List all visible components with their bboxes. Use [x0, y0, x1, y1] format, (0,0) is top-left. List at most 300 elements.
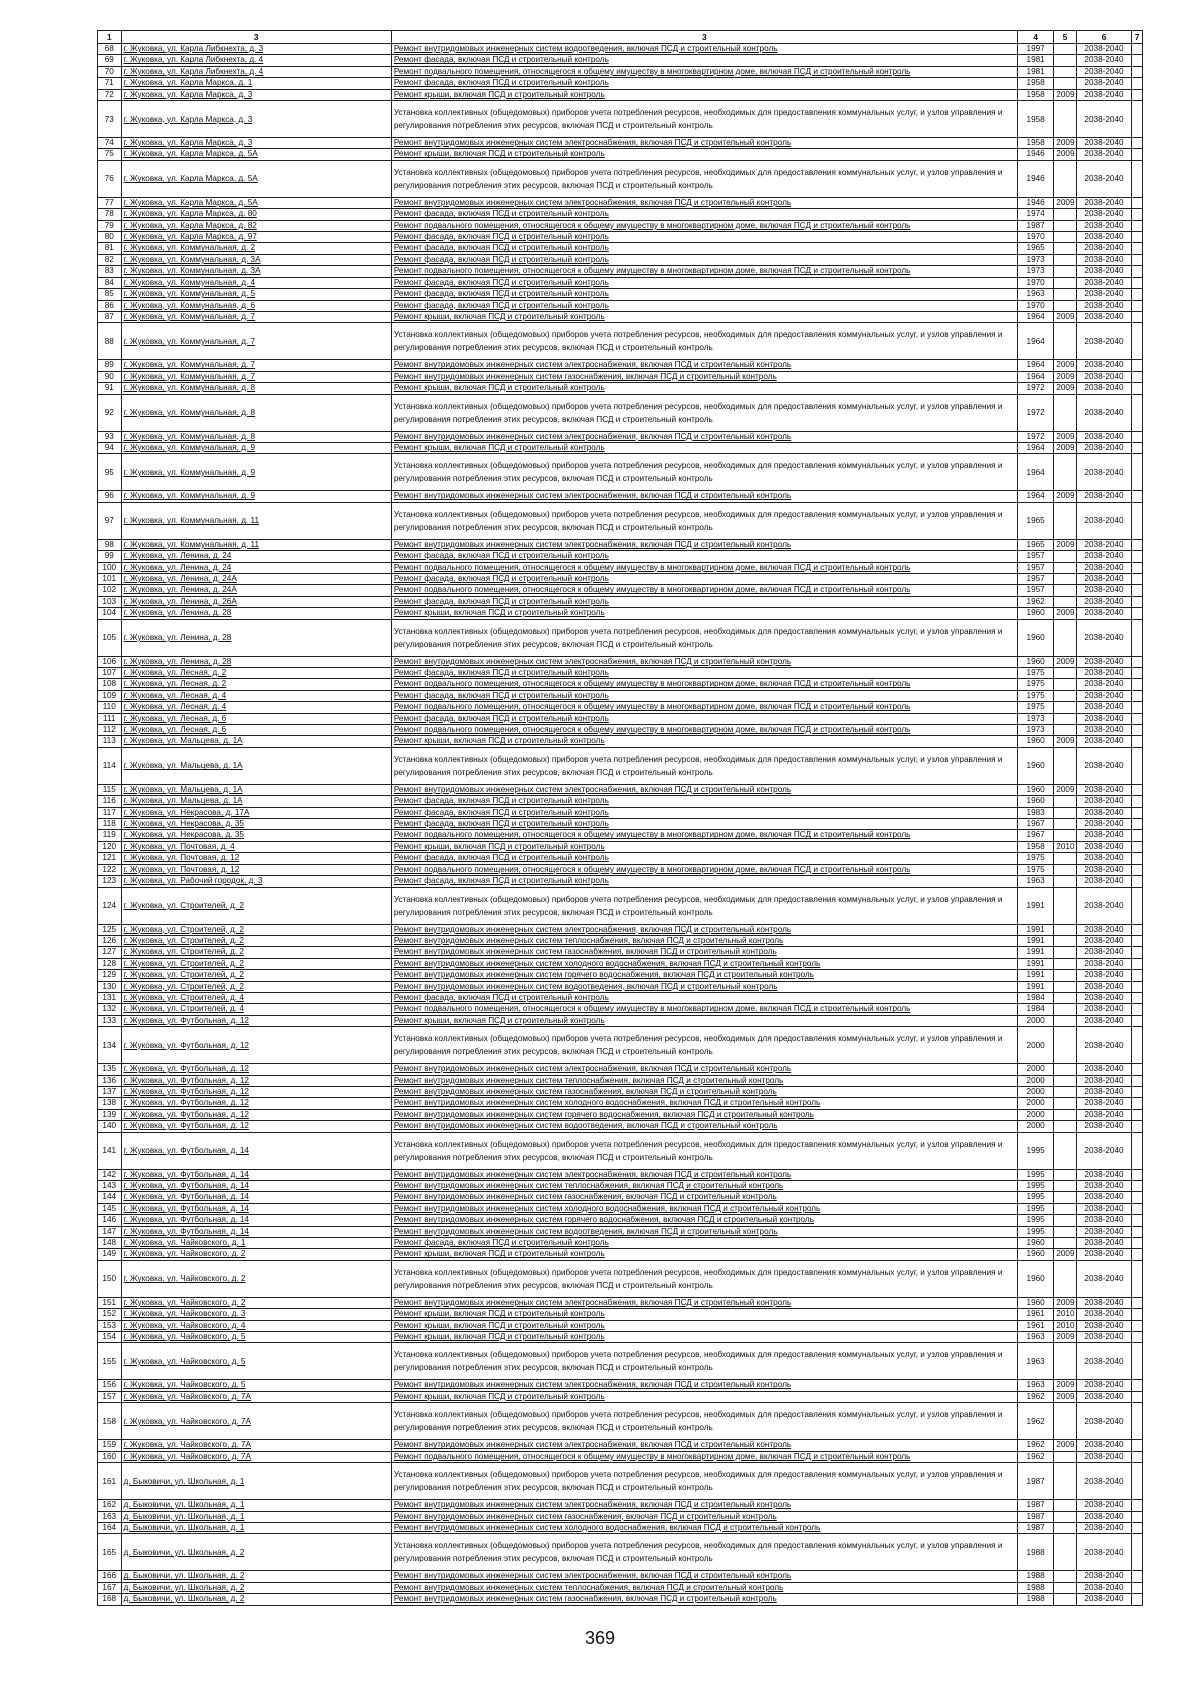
row-number: 155	[98, 1343, 122, 1380]
extra-cell	[1132, 992, 1143, 1003]
address-cell: г. Жуковка, ул. Строителей, д. 2	[121, 924, 391, 935]
last-repair-year-cell	[1054, 289, 1076, 300]
planned-period-cell: 2038-2040	[1076, 502, 1132, 539]
table-row	[98, 1109, 1143, 1120]
last-repair-year-cell: 2009	[1054, 1249, 1076, 1260]
work-type-cell: Ремонт внутридомовых инженерных систем теплоснабжения, включая ПСД и строительный контроль	[391, 1181, 1017, 1192]
row-number: 105	[98, 619, 122, 656]
extra-cell	[1132, 1181, 1143, 1192]
planned-period-cell: 2038-2040	[1076, 1121, 1132, 1132]
table-row	[98, 1571, 1143, 1582]
extra-cell	[1132, 1500, 1143, 1511]
last-repair-year-cell: 2009	[1054, 1440, 1076, 1451]
address-cell: г. Жуковка, ул. Коммунальная, д. 7	[121, 360, 391, 371]
extra-cell	[1132, 807, 1143, 818]
last-repair-year-cell	[1054, 981, 1076, 992]
extra-cell	[1132, 266, 1143, 277]
build-year-cell: 1987	[1017, 1463, 1053, 1500]
planned-period-cell: 2038-2040	[1076, 1440, 1132, 1451]
table-row	[98, 220, 1143, 231]
planned-period-cell: 2038-2040	[1076, 1181, 1132, 1192]
row-number: 95	[98, 454, 122, 491]
planned-period-cell: 2038-2040	[1076, 539, 1132, 550]
last-repair-year-cell	[1054, 619, 1076, 656]
work-type-cell: Установка коллективных (общедомовых) приборов учета потребления ресурсов, необходимых для предоставления коммунальных услуг, и узлов управления и регулирования потребления этих ресурсов, включая ПСД и строительный контроль	[391, 1403, 1017, 1440]
last-repair-year-cell	[1054, 1121, 1076, 1132]
work-type-cell: Ремонт подвального помещения, относящегося к общему имуществу в многоквартирном доме, включая ПСД и строительный контроль	[391, 1004, 1017, 1015]
table-row	[98, 1215, 1143, 1226]
work-type-cell: Ремонт фасада, включая ПСД и строительный контроль	[391, 876, 1017, 887]
table-row	[98, 1309, 1143, 1320]
row-number: 93	[98, 431, 122, 442]
planned-period-cell: 2038-2040	[1076, 311, 1132, 322]
table-row	[98, 596, 1143, 607]
last-repair-year-cell	[1054, 454, 1076, 491]
build-year-cell: 1987	[1017, 1511, 1053, 1522]
work-type-cell: Ремонт подвального помещения, относящегося к общему имуществу в многоквартирном доме, включая ПСД и строительный контроль	[391, 725, 1017, 736]
last-repair-year-cell: 2009	[1054, 736, 1076, 747]
build-year-cell: 1987	[1017, 1500, 1053, 1511]
last-repair-year-cell	[1054, 796, 1076, 807]
table-row	[98, 690, 1143, 701]
last-repair-year-cell	[1054, 864, 1076, 875]
last-repair-year-cell: 2009	[1054, 784, 1076, 795]
address-cell: д. Быковичи, ул. Школьная, д. 2	[121, 1582, 391, 1593]
last-repair-year-cell	[1054, 1571, 1076, 1582]
work-type-cell: Ремонт внутридомовых инженерных систем водоотведения, включая ПСД и строительный контроль	[391, 1121, 1017, 1132]
table-row	[98, 784, 1143, 795]
planned-period-cell: 2038-2040	[1076, 1380, 1132, 1391]
last-repair-year-cell	[1054, 232, 1076, 243]
address-cell: д. Быковичи, ул. Школьная, д. 2	[121, 1594, 391, 1605]
work-type-cell: Установка коллективных (общедомовых) приборов учета потребления ресурсов, необходимых для предоставления коммунальных услуг, и узлов управления и регулирования потребления этих ресурсов, включая ПСД и строительный контроль	[391, 1534, 1017, 1571]
row-number: 111	[98, 713, 122, 724]
row-number: 146	[98, 1215, 122, 1226]
last-repair-year-cell	[1054, 1064, 1076, 1075]
last-repair-year-cell	[1054, 1534, 1076, 1571]
extra-cell	[1132, 1534, 1143, 1571]
build-year-cell: 1962	[1017, 1440, 1053, 1451]
planned-period-cell: 2038-2040	[1076, 491, 1132, 502]
planned-period-cell: 2038-2040	[1076, 958, 1132, 969]
row-number: 140	[98, 1121, 122, 1132]
address-cell: г. Жуковка, ул. Чайковского, д. 5	[121, 1380, 391, 1391]
build-year-cell: 1970	[1017, 232, 1053, 243]
planned-period-cell: 2038-2040	[1076, 876, 1132, 887]
work-type-cell: Ремонт внутридомовых инженерных систем газоснабжения, включая ПСД и строительный контроль	[391, 947, 1017, 958]
build-year-cell: 1960	[1017, 1260, 1053, 1297]
last-repair-year-cell	[1054, 679, 1076, 690]
last-repair-year-cell	[1054, 1169, 1076, 1180]
extra-cell	[1132, 101, 1143, 138]
last-repair-year-cell	[1054, 1451, 1076, 1462]
build-year-cell: 1975	[1017, 864, 1053, 875]
table-row	[98, 277, 1143, 288]
table-row	[98, 243, 1143, 254]
extra-cell	[1132, 853, 1143, 864]
planned-period-cell: 2038-2040	[1076, 1534, 1132, 1571]
planned-period-cell: 2038-2040	[1076, 1015, 1132, 1026]
address-cell: г. Жуковка, ул. Строителей, д. 2	[121, 970, 391, 981]
planned-period-cell: 2038-2040	[1076, 784, 1132, 795]
col-header-7: 7	[1132, 31, 1143, 44]
table-row	[98, 209, 1143, 220]
work-type-cell: Ремонт внутридомовых инженерных систем холодного водоснабжения, включая ПСД и строительный контроль	[391, 1203, 1017, 1214]
table-row	[98, 796, 1143, 807]
work-type-cell: Ремонт крыши, включая ПСД и строительный контроль	[391, 89, 1017, 100]
build-year-cell: 1958	[1017, 89, 1053, 100]
row-number: 168	[98, 1594, 122, 1605]
row-number: 101	[98, 573, 122, 584]
last-repair-year-cell	[1054, 935, 1076, 946]
address-cell: г. Жуковка, ул. Футбольная, д. 14	[121, 1215, 391, 1226]
row-number: 99	[98, 551, 122, 562]
last-repair-year-cell	[1054, 807, 1076, 818]
row-number: 157	[98, 1391, 122, 1402]
extra-cell	[1132, 1226, 1143, 1237]
last-repair-year-cell: 2009	[1054, 539, 1076, 550]
row-number: 141	[98, 1132, 122, 1169]
last-repair-year-cell	[1054, 209, 1076, 220]
work-type-cell: Ремонт внутридомовых инженерных систем электроснабжения, включая ПСД и строительный контроль	[391, 1571, 1017, 1582]
build-year-cell: 1960	[1017, 608, 1053, 619]
last-repair-year-cell	[1054, 323, 1076, 360]
build-year-cell: 1965	[1017, 502, 1053, 539]
extra-cell	[1132, 431, 1143, 442]
work-type-cell: Ремонт фасада, включая ПСД и строительный контроль	[391, 232, 1017, 243]
last-repair-year-cell: 2009	[1054, 608, 1076, 619]
row-number: 136	[98, 1075, 122, 1086]
row-number: 163	[98, 1511, 122, 1522]
address-cell: г. Жуковка, ул. Футбольная, д. 14	[121, 1181, 391, 1192]
address-cell: г. Жуковка, ул. Карла Либкнехта, д. 4	[121, 66, 391, 77]
build-year-cell: 1946	[1017, 197, 1053, 208]
table-row	[98, 1332, 1143, 1343]
build-year-cell: 1995	[1017, 1181, 1053, 1192]
extra-cell	[1132, 1086, 1143, 1097]
table-row	[98, 1440, 1143, 1451]
planned-period-cell: 2038-2040	[1076, 1391, 1132, 1402]
last-repair-year-cell	[1054, 947, 1076, 958]
table-row	[98, 1226, 1143, 1237]
extra-cell	[1132, 958, 1143, 969]
address-cell: г. Жуковка, ул. Строителей, д. 2	[121, 947, 391, 958]
address-cell: г. Жуковка, ул. Коммунальная, д. 9	[121, 442, 391, 453]
row-number: 132	[98, 1004, 122, 1015]
planned-period-cell: 2038-2040	[1076, 232, 1132, 243]
build-year-cell: 1961	[1017, 1320, 1053, 1331]
work-type-cell: Ремонт фасада, включая ПСД и строительный контроль	[391, 289, 1017, 300]
extra-cell	[1132, 1343, 1143, 1380]
table-row	[98, 1463, 1143, 1500]
extra-cell	[1132, 702, 1143, 713]
address-cell: г. Жуковка, ул. Футбольная, д. 12	[121, 1027, 391, 1064]
table-row	[98, 360, 1143, 371]
build-year-cell: 1995	[1017, 1132, 1053, 1169]
table-row	[98, 1297, 1143, 1308]
row-number: 69	[98, 55, 122, 66]
address-cell: д. Быковичи, ул. Школьная, д. 1	[121, 1500, 391, 1511]
row-number: 119	[98, 830, 122, 841]
work-type-cell: Ремонт крыши, включая ПСД и строительный контроль	[391, 1320, 1017, 1331]
row-number: 158	[98, 1403, 122, 1440]
planned-period-cell: 2038-2040	[1076, 1064, 1132, 1075]
row-number: 116	[98, 796, 122, 807]
row-number: 112	[98, 725, 122, 736]
planned-period-cell: 2038-2040	[1076, 619, 1132, 656]
table-row	[98, 454, 1143, 491]
row-number: 156	[98, 1380, 122, 1391]
planned-period-cell: 2038-2040	[1076, 1594, 1132, 1605]
address-cell: г. Жуковка, ул. Карла Маркса, д. 80	[121, 209, 391, 220]
last-repair-year-cell: 2009	[1054, 371, 1076, 382]
address-cell: д. Быковичи, ул. Школьная, д. 1	[121, 1511, 391, 1522]
row-number: 124	[98, 887, 122, 924]
work-type-cell: Ремонт фасада, включая ПСД и строительный контроль	[391, 596, 1017, 607]
address-cell: г. Жуковка, ул. Коммунальная, д. 6	[121, 300, 391, 311]
address-cell: г. Жуковка, ул. Футбольная, д. 12	[121, 1015, 391, 1026]
last-repair-year-cell	[1054, 266, 1076, 277]
extra-cell	[1132, 1215, 1143, 1226]
last-repair-year-cell	[1054, 394, 1076, 431]
build-year-cell: 1972	[1017, 394, 1053, 431]
row-number: 100	[98, 562, 122, 573]
extra-cell	[1132, 1571, 1143, 1582]
build-year-cell: 1975	[1017, 668, 1053, 679]
row-number: 88	[98, 323, 122, 360]
table-row	[98, 807, 1143, 818]
last-repair-year-cell	[1054, 747, 1076, 784]
build-year-cell: 1960	[1017, 736, 1053, 747]
table-row	[98, 981, 1143, 992]
last-repair-year-cell	[1054, 713, 1076, 724]
table-row	[98, 608, 1143, 619]
address-cell: г. Жуковка, ул. Ленина, д. 28	[121, 656, 391, 667]
address-cell: г. Жуковка, ул. Коммунальная, д. 11	[121, 539, 391, 550]
work-type-cell: Ремонт внутридомовых инженерных систем электроснабжения, включая ПСД и строительный контроль	[391, 656, 1017, 667]
table-row	[98, 1511, 1143, 1522]
work-type-cell: Установка коллективных (общедомовых) приборов учета потребления ресурсов, необходимых для предоставления коммунальных услуг, и узлов управления и регулирования потребления этих ресурсов, включая ПСД и строительный контроль	[391, 1132, 1017, 1169]
planned-period-cell: 2038-2040	[1076, 992, 1132, 1003]
last-repair-year-cell	[1054, 1086, 1076, 1097]
row-number: 82	[98, 254, 122, 265]
work-type-cell: Ремонт фасада, включая ПСД и строительный контроль	[391, 551, 1017, 562]
work-type-cell: Ремонт подвального помещения, относящегося к общему имуществу в многоквартирном доме, включая ПСД и строительный контроль	[391, 220, 1017, 231]
build-year-cell: 1963	[1017, 1380, 1053, 1391]
build-year-cell: 1991	[1017, 887, 1053, 924]
row-number: 147	[98, 1226, 122, 1237]
work-type-cell: Ремонт фасада, включая ПСД и строительный контроль	[391, 992, 1017, 1003]
planned-period-cell: 2038-2040	[1076, 89, 1132, 100]
build-year-cell: 1997	[1017, 44, 1053, 55]
build-year-cell: 1967	[1017, 830, 1053, 841]
build-year-cell: 1963	[1017, 1343, 1053, 1380]
row-number: 165	[98, 1534, 122, 1571]
work-type-cell: Ремонт фасада, включая ПСД и строительный контроль	[391, 807, 1017, 818]
address-cell: г. Жуковка, ул. Футбольная, д. 12	[121, 1064, 391, 1075]
row-number: 91	[98, 383, 122, 394]
extra-cell	[1132, 1249, 1143, 1260]
row-number: 138	[98, 1098, 122, 1109]
build-year-cell: 1965	[1017, 243, 1053, 254]
row-number: 133	[98, 1015, 122, 1026]
build-year-cell: 1991	[1017, 947, 1053, 958]
planned-period-cell: 2038-2040	[1076, 596, 1132, 607]
table-row	[98, 1320, 1143, 1331]
row-number: 107	[98, 668, 122, 679]
planned-period-cell: 2038-2040	[1076, 1522, 1132, 1533]
planned-period-cell: 2038-2040	[1076, 1451, 1132, 1462]
build-year-cell: 2000	[1017, 1064, 1053, 1075]
planned-period-cell: 2038-2040	[1076, 864, 1132, 875]
table-row	[98, 1192, 1143, 1203]
address-cell: г. Жуковка, ул. Лесная, д. 4	[121, 690, 391, 701]
row-number: 121	[98, 853, 122, 864]
last-repair-year-cell	[1054, 992, 1076, 1003]
address-cell: г. Жуковка, ул. Ленина, д. 26А	[121, 596, 391, 607]
address-cell: г. Жуковка, ул. Коммунальная, д. 7	[121, 311, 391, 322]
row-number: 73	[98, 101, 122, 138]
build-year-cell: 1946	[1017, 149, 1053, 160]
extra-cell	[1132, 887, 1143, 924]
address-cell: г. Жуковка, ул. Некрасова, д. 35	[121, 819, 391, 830]
build-year-cell: 1973	[1017, 266, 1053, 277]
build-year-cell: 2000	[1017, 1075, 1053, 1086]
table-row	[98, 725, 1143, 736]
row-number: 131	[98, 992, 122, 1003]
last-repair-year-cell	[1054, 1098, 1076, 1109]
work-type-cell: Ремонт фасада, включая ПСД и строительный контроль	[391, 819, 1017, 830]
table-row	[98, 1451, 1143, 1462]
row-number: 120	[98, 841, 122, 852]
extra-cell	[1132, 1064, 1143, 1075]
row-number: 85	[98, 289, 122, 300]
table-row	[98, 935, 1143, 946]
table-row	[98, 947, 1143, 958]
address-cell: г. Жуковка, ул. Карла Маркса, д. 97	[121, 232, 391, 243]
extra-cell	[1132, 1015, 1143, 1026]
address-cell: г. Жуковка, ул. Ленина, д. 28	[121, 619, 391, 656]
planned-period-cell: 2038-2040	[1076, 970, 1132, 981]
build-year-cell: 1957	[1017, 585, 1053, 596]
table-row	[98, 383, 1143, 394]
planned-period-cell: 2038-2040	[1076, 1004, 1132, 1015]
work-type-cell: Установка коллективных (общедомовых) приборов учета потребления ресурсов, необходимых для предоставления коммунальных услуг, и узлов управления и регулирования потребления этих ресурсов, включая ПСД и строительный контроль	[391, 502, 1017, 539]
work-type-cell: Ремонт крыши, включая ПСД и строительный контроль	[391, 1249, 1017, 1260]
extra-cell	[1132, 360, 1143, 371]
build-year-cell: 1983	[1017, 807, 1053, 818]
extra-cell	[1132, 1075, 1143, 1086]
work-type-cell: Ремонт подвального помещения, относящегося к общему имуществу в многоквартирном доме, включая ПСД и строительный контроль	[391, 702, 1017, 713]
extra-cell	[1132, 138, 1143, 149]
last-repair-year-cell	[1054, 876, 1076, 887]
row-number: 83	[98, 266, 122, 277]
row-number: 92	[98, 394, 122, 431]
build-year-cell: 1972	[1017, 431, 1053, 442]
address-cell: г. Жуковка, ул. Мальцева, д. 1А	[121, 747, 391, 784]
table-row	[98, 1075, 1143, 1086]
build-year-cell: 1964	[1017, 371, 1053, 382]
work-type-cell: Ремонт внутридомовых инженерных систем газоснабжения, включая ПСД и строительный контроль	[391, 1086, 1017, 1097]
address-cell: г. Жуковка, ул. Ленина, д. 24	[121, 562, 391, 573]
extra-cell	[1132, 784, 1143, 795]
address-cell: д. Быковичи, ул. Школьная, д. 1	[121, 1522, 391, 1533]
work-type-cell: Установка коллективных (общедомовых) приборов учета потребления ресурсов, необходимых для предоставления коммунальных услуг, и узлов управления и регулирования потребления этих ресурсов, включая ПСД и строительный контроль	[391, 1027, 1017, 1064]
extra-cell	[1132, 713, 1143, 724]
planned-period-cell: 2038-2040	[1076, 1169, 1132, 1180]
table-row	[98, 853, 1143, 864]
planned-period-cell: 2038-2040	[1076, 853, 1132, 864]
last-repair-year-cell	[1054, 585, 1076, 596]
address-cell: г. Жуковка, ул. Строителей, д. 2	[121, 981, 391, 992]
col-header-year: 4	[1017, 31, 1053, 44]
build-year-cell: 2000	[1017, 1121, 1053, 1132]
work-type-cell: Ремонт внутридомовых инженерных систем электроснабжения, включая ПСД и строительный контроль	[391, 360, 1017, 371]
last-repair-year-cell	[1054, 958, 1076, 969]
address-cell: г. Жуковка, ул. Чайковского, д. 4	[121, 1320, 391, 1331]
row-number: 128	[98, 958, 122, 969]
table-row	[98, 1098, 1143, 1109]
build-year-cell: 2000	[1017, 1086, 1053, 1097]
work-type-cell: Установка коллективных (общедомовых) приборов учета потребления ресурсов, необходимых для предоставления коммунальных услуг, и узлов управления и регулирования потребления этих ресурсов, включая ПСД и строительный контроль	[391, 394, 1017, 431]
table-row	[98, 300, 1143, 311]
table-row	[98, 1121, 1143, 1132]
row-number: 148	[98, 1238, 122, 1249]
work-type-cell: Ремонт крыши, включая ПСД и строительный контроль	[391, 608, 1017, 619]
table-row	[98, 232, 1143, 243]
table-row	[98, 371, 1143, 382]
table-row	[98, 1500, 1143, 1511]
address-cell: г. Жуковка, ул. Строителей, д. 2	[121, 935, 391, 946]
work-type-cell: Ремонт внутридомовых инженерных систем электроснабжения, включая ПСД и строительный контроль	[391, 1169, 1017, 1180]
table-row	[98, 442, 1143, 453]
planned-period-cell: 2038-2040	[1076, 1226, 1132, 1237]
build-year-cell: 1960	[1017, 656, 1053, 667]
planned-period-cell: 2038-2040	[1076, 78, 1132, 89]
build-year-cell: 1962	[1017, 1391, 1053, 1402]
build-year-cell: 1964	[1017, 311, 1053, 322]
work-type-cell: Установка коллективных (общедомовых) приборов учета потребления ресурсов, необходимых для предоставления коммунальных услуг, и узлов управления и регулирования потребления этих ресурсов, включая ПСД и строительный контроль	[391, 747, 1017, 784]
work-type-cell: Ремонт внутридомовых инженерных систем горячего водоснабжения, включая ПСД и строительный контроль	[391, 1109, 1017, 1120]
last-repair-year-cell	[1054, 1215, 1076, 1226]
table-row	[98, 1403, 1143, 1440]
last-repair-year-cell: 2009	[1054, 383, 1076, 394]
planned-period-cell: 2038-2040	[1076, 1215, 1132, 1226]
extra-cell	[1132, 243, 1143, 254]
extra-cell	[1132, 78, 1143, 89]
table-row	[98, 1594, 1143, 1605]
build-year-cell: 1975	[1017, 679, 1053, 690]
row-number: 77	[98, 197, 122, 208]
address-cell: г. Жуковка, ул. Ленина, д. 28	[121, 608, 391, 619]
extra-cell	[1132, 1297, 1143, 1308]
build-year-cell: 1991	[1017, 924, 1053, 935]
extra-cell	[1132, 1192, 1143, 1203]
last-repair-year-cell	[1054, 160, 1076, 197]
address-cell: г. Жуковка, ул. Карла Маркса, д. 1	[121, 78, 391, 89]
work-type-cell: Ремонт подвального помещения, относящегося к общему имуществу в многоквартирном доме, включая ПСД и строительный контроль	[391, 266, 1017, 277]
planned-period-cell: 2038-2040	[1076, 713, 1132, 724]
row-number: 81	[98, 243, 122, 254]
address-cell: г. Жуковка, ул. Чайковского, д. 2	[121, 1297, 391, 1308]
extra-cell	[1132, 502, 1143, 539]
planned-period-cell: 2038-2040	[1076, 383, 1132, 394]
last-repair-year-cell	[1054, 101, 1076, 138]
row-number: 144	[98, 1192, 122, 1203]
table-row	[98, 864, 1143, 875]
last-repair-year-cell	[1054, 44, 1076, 55]
work-type-cell: Ремонт фасада, включая ПСД и строительный контроль	[391, 55, 1017, 66]
